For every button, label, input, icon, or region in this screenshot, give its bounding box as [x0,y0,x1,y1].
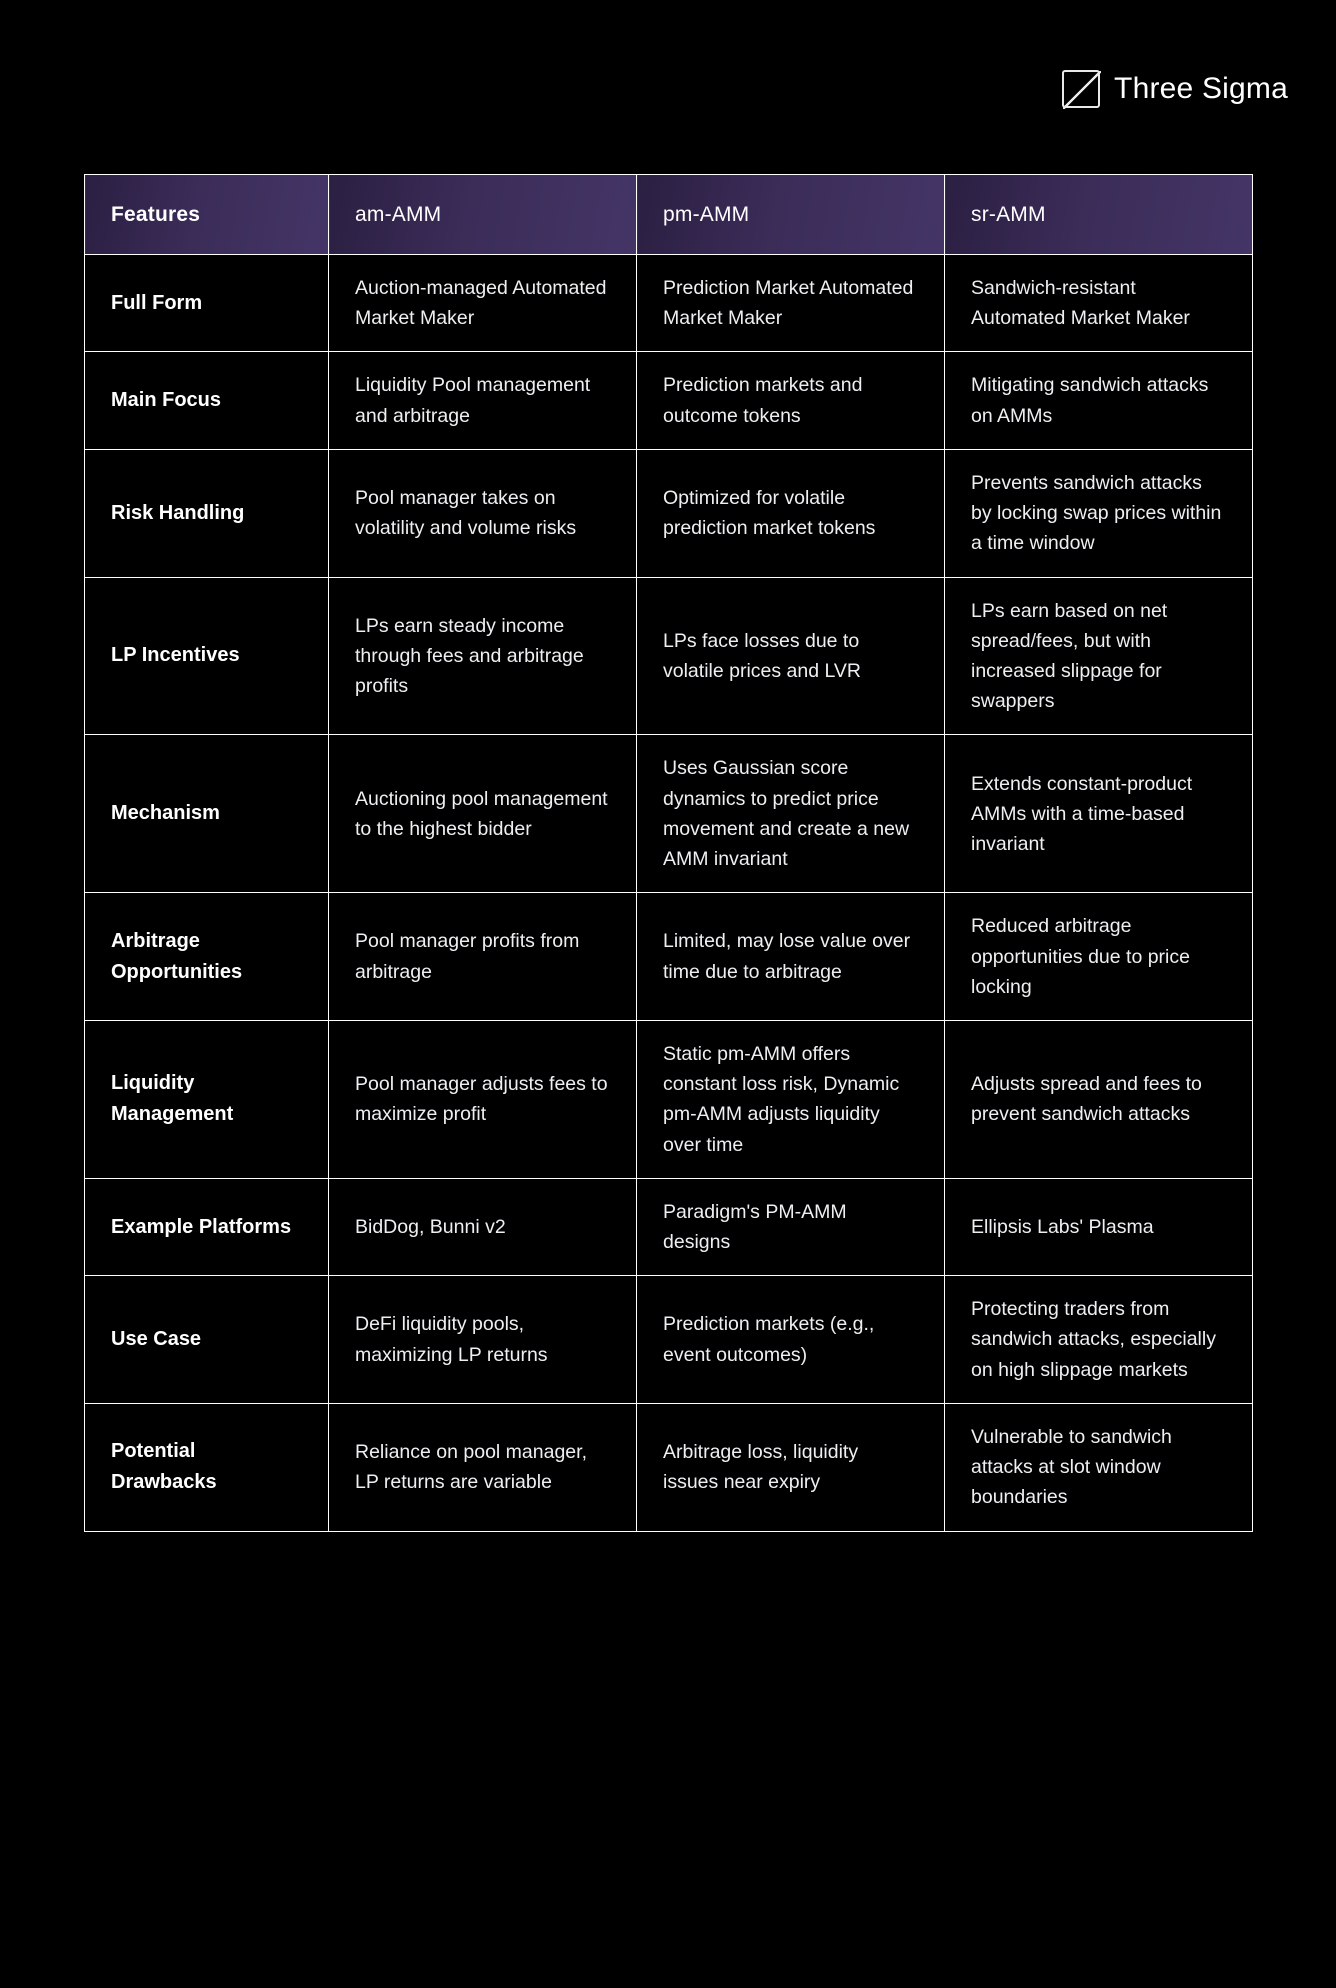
table-row [85,1178,1253,1275]
comparison-table-container [84,174,1252,1532]
cell-sr-amm: Vulnerable to sandwich attacks at slot window boundaries [945,1403,1253,1531]
row-label: Mechanism [85,735,329,893]
table-row [85,1020,1253,1178]
column-header-pm-amm: pm-AMM [637,175,945,255]
amm-comparison-table [84,174,1253,1532]
brand-name: Three Sigma [1114,72,1288,105]
cell-pm-amm: Static pm-AMM offers constant loss risk, Dynamic pm-AMM adjusts liquidity over time [637,1020,945,1178]
cell-pm-amm: LPs face losses due to volatile prices and LVR [637,577,945,735]
row-label: LP Incentives [85,577,329,735]
cell-sr-amm: Protecting traders from sandwich attacks, especially on high slippage markets [945,1276,1253,1404]
column-header-features: Features [85,175,329,255]
cell-pm-amm: Optimized for volatile prediction market tokens [637,449,945,577]
table-body [85,255,1253,1532]
column-header-sr-amm: sr-AMM [945,175,1253,255]
cell-sr-amm: Adjusts spread and fees to prevent sandwich attacks [945,1020,1253,1178]
cell-pm-amm: Uses Gaussian score dynamics to predict price movement and create a new AMM invariant [637,735,945,893]
cell-am-amm: Liquidity Pool management and arbitrage [329,352,637,449]
cell-am-amm: Pool manager adjusts fees to maximize profit [329,1020,637,1178]
cell-sr-amm: Mitigating sandwich attacks on AMMs [945,352,1253,449]
cell-pm-amm: Prediction markets and outcome tokens [637,352,945,449]
cell-pm-amm: Prediction Market Automated Market Maker [637,255,945,352]
table-row [85,735,1253,893]
cell-sr-amm: Ellipsis Labs' Plasma [945,1178,1253,1275]
cell-pm-amm: Prediction markets (e.g., event outcomes) [637,1276,945,1404]
table-row [85,352,1253,449]
row-label: Risk Handling [85,449,329,577]
row-label: Use Case [85,1276,329,1404]
table-row [85,1276,1253,1404]
table-row [85,449,1253,577]
cell-am-amm: LPs earn steady income through fees and arbitrage profits [329,577,637,735]
row-label: Liquidity Management [85,1020,329,1178]
cell-am-amm: DeFi liquidity pools, maximizing LP returns [329,1276,637,1404]
cell-am-amm: BidDog, Bunni v2 [329,1178,637,1275]
cell-am-amm: Pool manager profits from arbitrage [329,893,637,1021]
row-label: Full Form [85,255,329,352]
table-row [85,893,1253,1021]
table-row [85,1403,1253,1531]
cell-sr-amm: Prevents sandwich attacks by locking swap prices within a time window [945,449,1253,577]
row-label: Arbitrage Opportunities [85,893,329,1021]
table-row [85,255,1253,352]
row-label: Example Platforms [85,1178,329,1275]
brand-header [1062,70,1288,108]
cell-sr-amm: Extends constant-product AMMs with a time-based invariant [945,735,1253,893]
cell-pm-amm: Limited, may lose value over time due to arbitrage [637,893,945,1021]
table-header [85,175,1253,255]
row-label: Main Focus [85,352,329,449]
cell-sr-amm: Reduced arbitrage opportunities due to price locking [945,893,1253,1021]
cell-pm-amm: Paradigm's PM-AMM designs [637,1178,945,1275]
cell-pm-amm: Arbitrage loss, liquidity issues near expiry [637,1403,945,1531]
cell-am-amm: Auctioning pool management to the highest bidder [329,735,637,893]
table-row [85,577,1253,735]
cell-am-amm: Reliance on pool manager, LP returns are variable [329,1403,637,1531]
column-header-am-amm: am-AMM [329,175,637,255]
three-sigma-logo-icon [1062,70,1100,108]
cell-am-amm: Pool manager takes on volatility and volume risks [329,449,637,577]
table-header-row [85,175,1253,255]
row-label: Potential Drawbacks [85,1403,329,1531]
cell-am-amm: Auction-managed Automated Market Maker [329,255,637,352]
cell-sr-amm: Sandwich-resistant Automated Market Maker [945,255,1253,352]
cell-sr-amm: LPs earn based on net spread/fees, but with increased slippage for swappers [945,577,1253,735]
